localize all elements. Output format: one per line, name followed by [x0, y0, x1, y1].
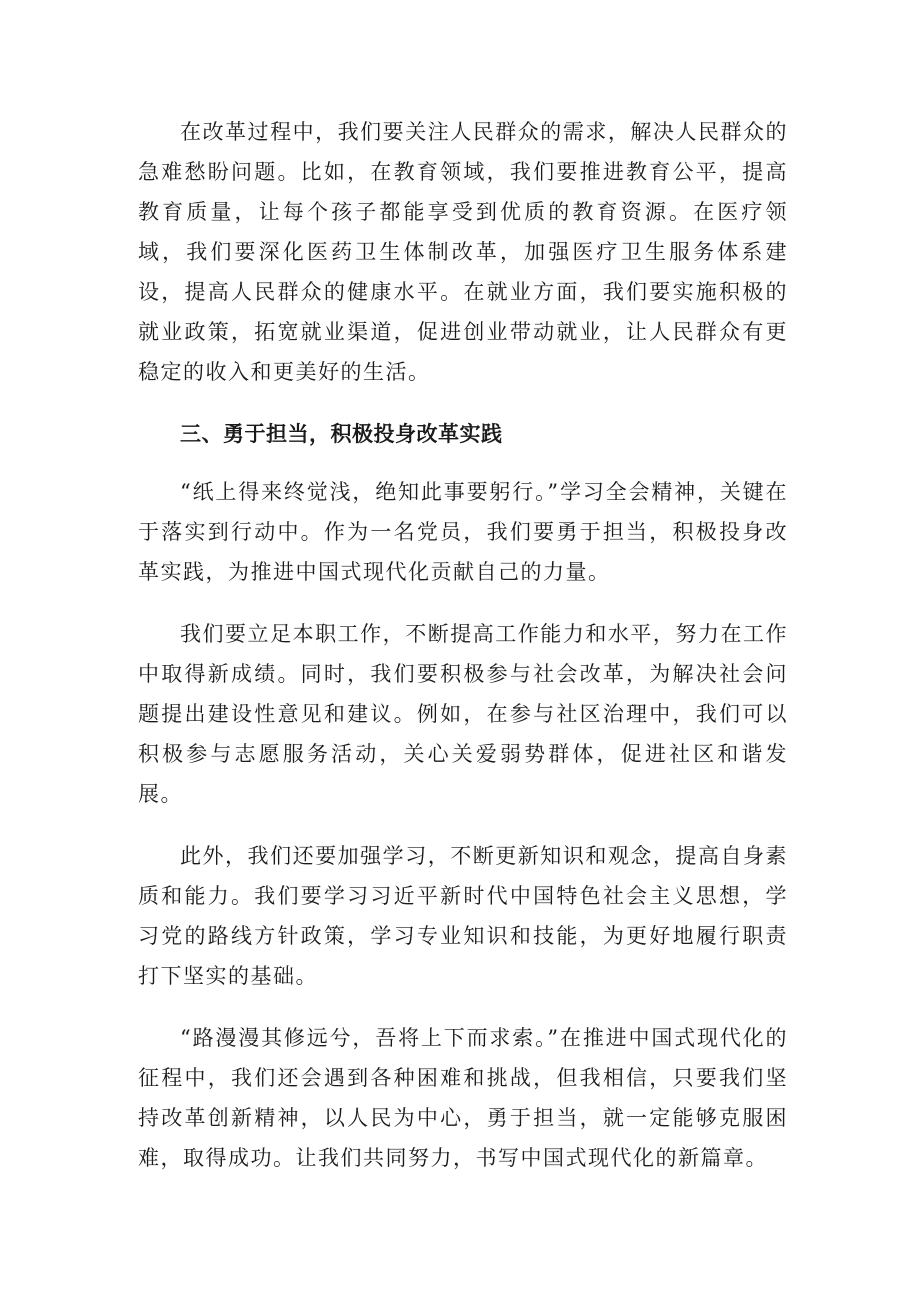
- paragraph-action-quote: “纸上得来终觉浅，绝知此事要躬行。”学习全会精神，关键在于落实到行动中。作为一名党员，我们要勇于担当，积极投身改革实践，为推进中国式现代化贡献自己的力量。: [138, 480, 788, 584]
- paragraph-study: 此外，我们还要加强学习，不断更新知识和观念，提高自身素质和能力。我们要学习习近平新时代中国特色社会主义思想，学习党的路线方针政策，学习专业知识和技能，为更好地履行职责打下坚实的基础。: [138, 844, 788, 988]
- document-body: [138, 112, 788, 1200]
- section-heading: 三、勇于担当，积极投身改革实践: [180, 422, 503, 446]
- paragraph-people-needs: 在改革过程中，我们要关注人民群众的需求，解决人民群众的急难愁盼问题。比如，在教育领域，我们要推进教育公平，提高教育质量，让每个孩子都能享受到优质的教育资源。在医疗领域，我们要深化医药卫生体制改革，加强医疗卫生服务体系建设，提高人民群众的健康水平。在就业方面，我们要实施积极的就业政策，拓宽就业渠道，促进创业带动就业，让人民群众有更稳定的收入和更美好的生活。: [138, 120, 788, 384]
- paragraph-conclusion: “路漫漫其修远兮，吾将上下而求索。”在推进中国式现代化的征程中，我们还会遇到各种困难和挑战，但我相信，只要我们坚持改革创新精神，以人民为中心，勇于担当，就一定能够克服困难，取得成功。让我们共同努力，书写中国式现代化的新篇章。: [138, 1026, 788, 1170]
- paragraph-own-work: 我们要立足本职工作，不断提高工作能力和水平，努力在工作中取得新成绩。同时，我们要积极参与社会改革，为解决社会问题提出建设性意见和建议。例如，在参与社区治理中，我们可以积极参与志愿服务活动，关心关爱弱势群体，促进社区和谐发展。: [138, 622, 788, 806]
